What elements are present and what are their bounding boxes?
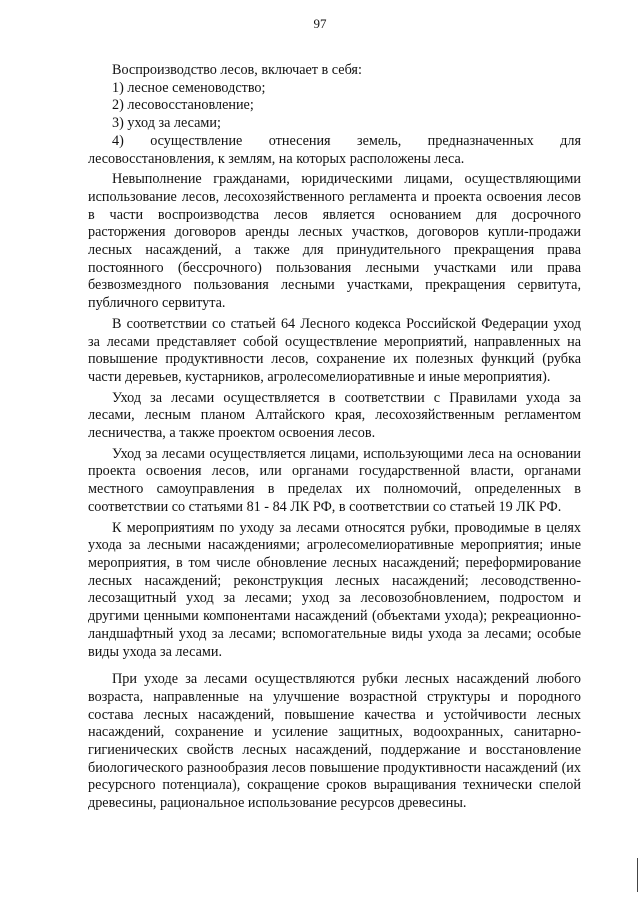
list-item-4: 4) осуществление отнесения земель, предназначенных для лесовосстановления, к землям, на которых расположены леса.	[88, 132, 581, 167]
scan-edge-mark	[637, 858, 638, 892]
paragraph-care-rules: Уход за лесами осуществляется в соответствии с Правилами ухода за лесами, лесным планом Алтайского края, лесохозяйственным регламентом лесничества, а также проектом освоения лесов.	[88, 389, 581, 442]
paragraph-non-compliance: Невыполнение гражданами, юридическими лицами, осуществляющими использование лесов, лесохозяйственного регламента и проекта освоения лесов в части воспроизводства лесов является основанием для досрочного расторжения договоров аренды лесных участков, договоров купли-продажи лесных насаждений, а также для принудительного прекращения права постоянного (бессрочного) пользования лесными участками или права безвозмездного пользования лесными участками, прекращения сервитута, публичного сервитута.	[88, 171, 581, 312]
list-item-3: 3) уход за лесами;	[112, 115, 221, 132]
paragraph-felling: При уходе за лесами осуществляются рубки лесных насаждений любого возраста, направленные на улучшение возрастной структуры и породного состава лесных насаждений, повышение качества и устойчивости лесных насаждений, сохранение и усиление защитных, водоохранных, санитарно-гигиенических свойств лесных насаждений, поддержание и восстановление биологического разнообразия лесов повышение продуктивности насаждений (их ресурсного потенциала), сокращение сроков выращивания технически спелой древесины, рациональное использование ресурсов древесины.	[88, 671, 581, 812]
intro-paragraph: Воспроизводство лесов, включает в себя:	[112, 62, 362, 78]
paragraph-article-64: В соответствии со статьей 64 Лесного кодекса Российской Федерации уход за лесами представляет собой осуществление мероприятий, направленных на повышение продуктивности лесов, сохранение их полезных функций (рубка части деревьев, кустарников, агролесомелиоративные и иные мероприятия).	[88, 315, 581, 385]
paragraph-care-measures: К мероприятиям по уходу за лесами относятся рубки, проводимые в целях ухода за лесными насаждениями; агролесомелиоративные мероприятия; иные мероприятия, в том числе обновление лесных насаждений; переформирование лесных насаждений; реконструкция лесных насаждений; лесоводственно-лесозащитный уход за лесами; уход за лесовозобновлением, подростом и другими ценными компонентами насаждений (объектами ухода); рекреационно-ландшафтный уход за лесами; вспомогательные виды ухода за лесами; особые виды ухода за лесами.	[88, 519, 581, 660]
paragraph-care-persons: Уход за лесами осуществляется лицами, использующими леса на основании проекта освоения лесов, или органами государственной власти, органами местного самоуправления в пределах их полномочий, определенных в соответствии со статьями 81 - 84 ЛК РФ, в соответствии со статьей 19 ЛК РФ.	[88, 445, 581, 515]
page-body	[88, 62, 581, 813]
page-number: 97	[313, 16, 327, 31]
list-item-2: 2) лесовосстановление;	[112, 97, 254, 114]
list-item-1: 1) лесное семеноводство;	[112, 79, 266, 96]
